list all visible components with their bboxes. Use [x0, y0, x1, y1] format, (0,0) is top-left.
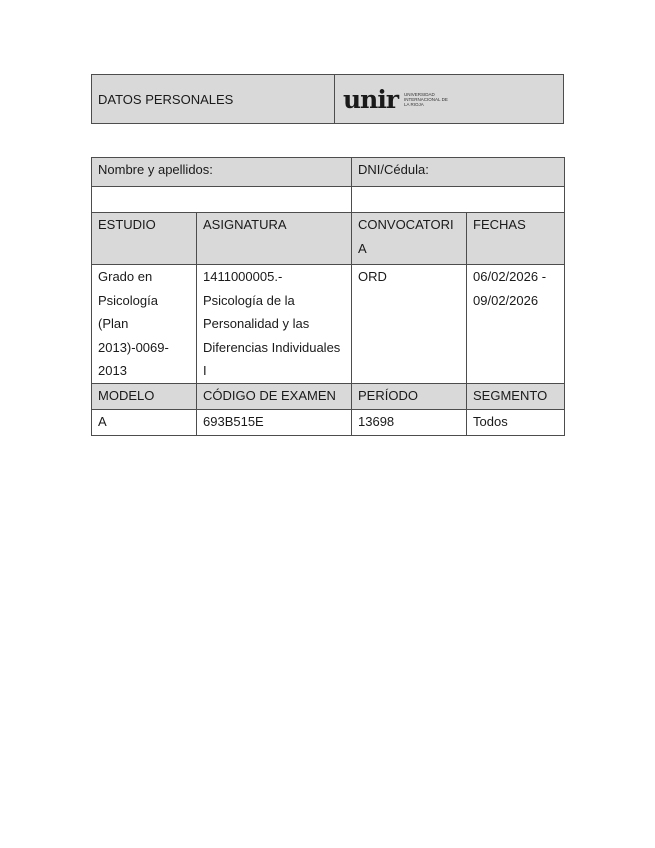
header-asignatura: ASIGNATURA: [197, 213, 352, 265]
header-title: DATOS PERSONALES: [92, 75, 335, 123]
header-codigo: CÓDIGO DE EXAMEN: [197, 383, 352, 409]
logo-wordmark: unir: [343, 84, 399, 114]
value-fechas: 06/02/2026 - 09/02/2026: [467, 265, 565, 384]
header-modelo: MODELO: [92, 383, 197, 409]
unir-logo: [335, 75, 563, 123]
header-convocatoria: CONVOCATORIA: [352, 213, 467, 265]
value-codigo: 693B515E: [197, 409, 352, 435]
value-convocatoria: ORD: [352, 265, 467, 384]
header-estudio: ESTUDIO: [92, 213, 197, 265]
value-segmento: Todos: [467, 409, 565, 435]
personal-data-header: [91, 74, 564, 124]
dni-value: [352, 187, 565, 213]
header-periodo: PERÍODO: [352, 383, 467, 409]
value-periodo: 13698: [352, 409, 467, 435]
header-fechas: FECHAS: [467, 213, 565, 265]
value-asignatura: 1411000005.- Psicología de la Personalidad y las Diferencias Individuales I: [197, 265, 352, 384]
name-value: [92, 187, 352, 213]
name-label: Nombre y apellidos:: [92, 158, 352, 187]
header-segmento: SEGMENTO: [467, 383, 565, 409]
value-estudio: Grado en Psicología (Plan 2013)-0069-2013: [92, 265, 197, 384]
dni-label: DNI/Cédula:: [352, 158, 565, 187]
value-modelo: A: [92, 409, 197, 435]
exam-data-table: [91, 157, 565, 436]
logo-subtitle: UNIVERSIDAD INTERNACIONAL DE LA RIOJA: [404, 91, 448, 107]
